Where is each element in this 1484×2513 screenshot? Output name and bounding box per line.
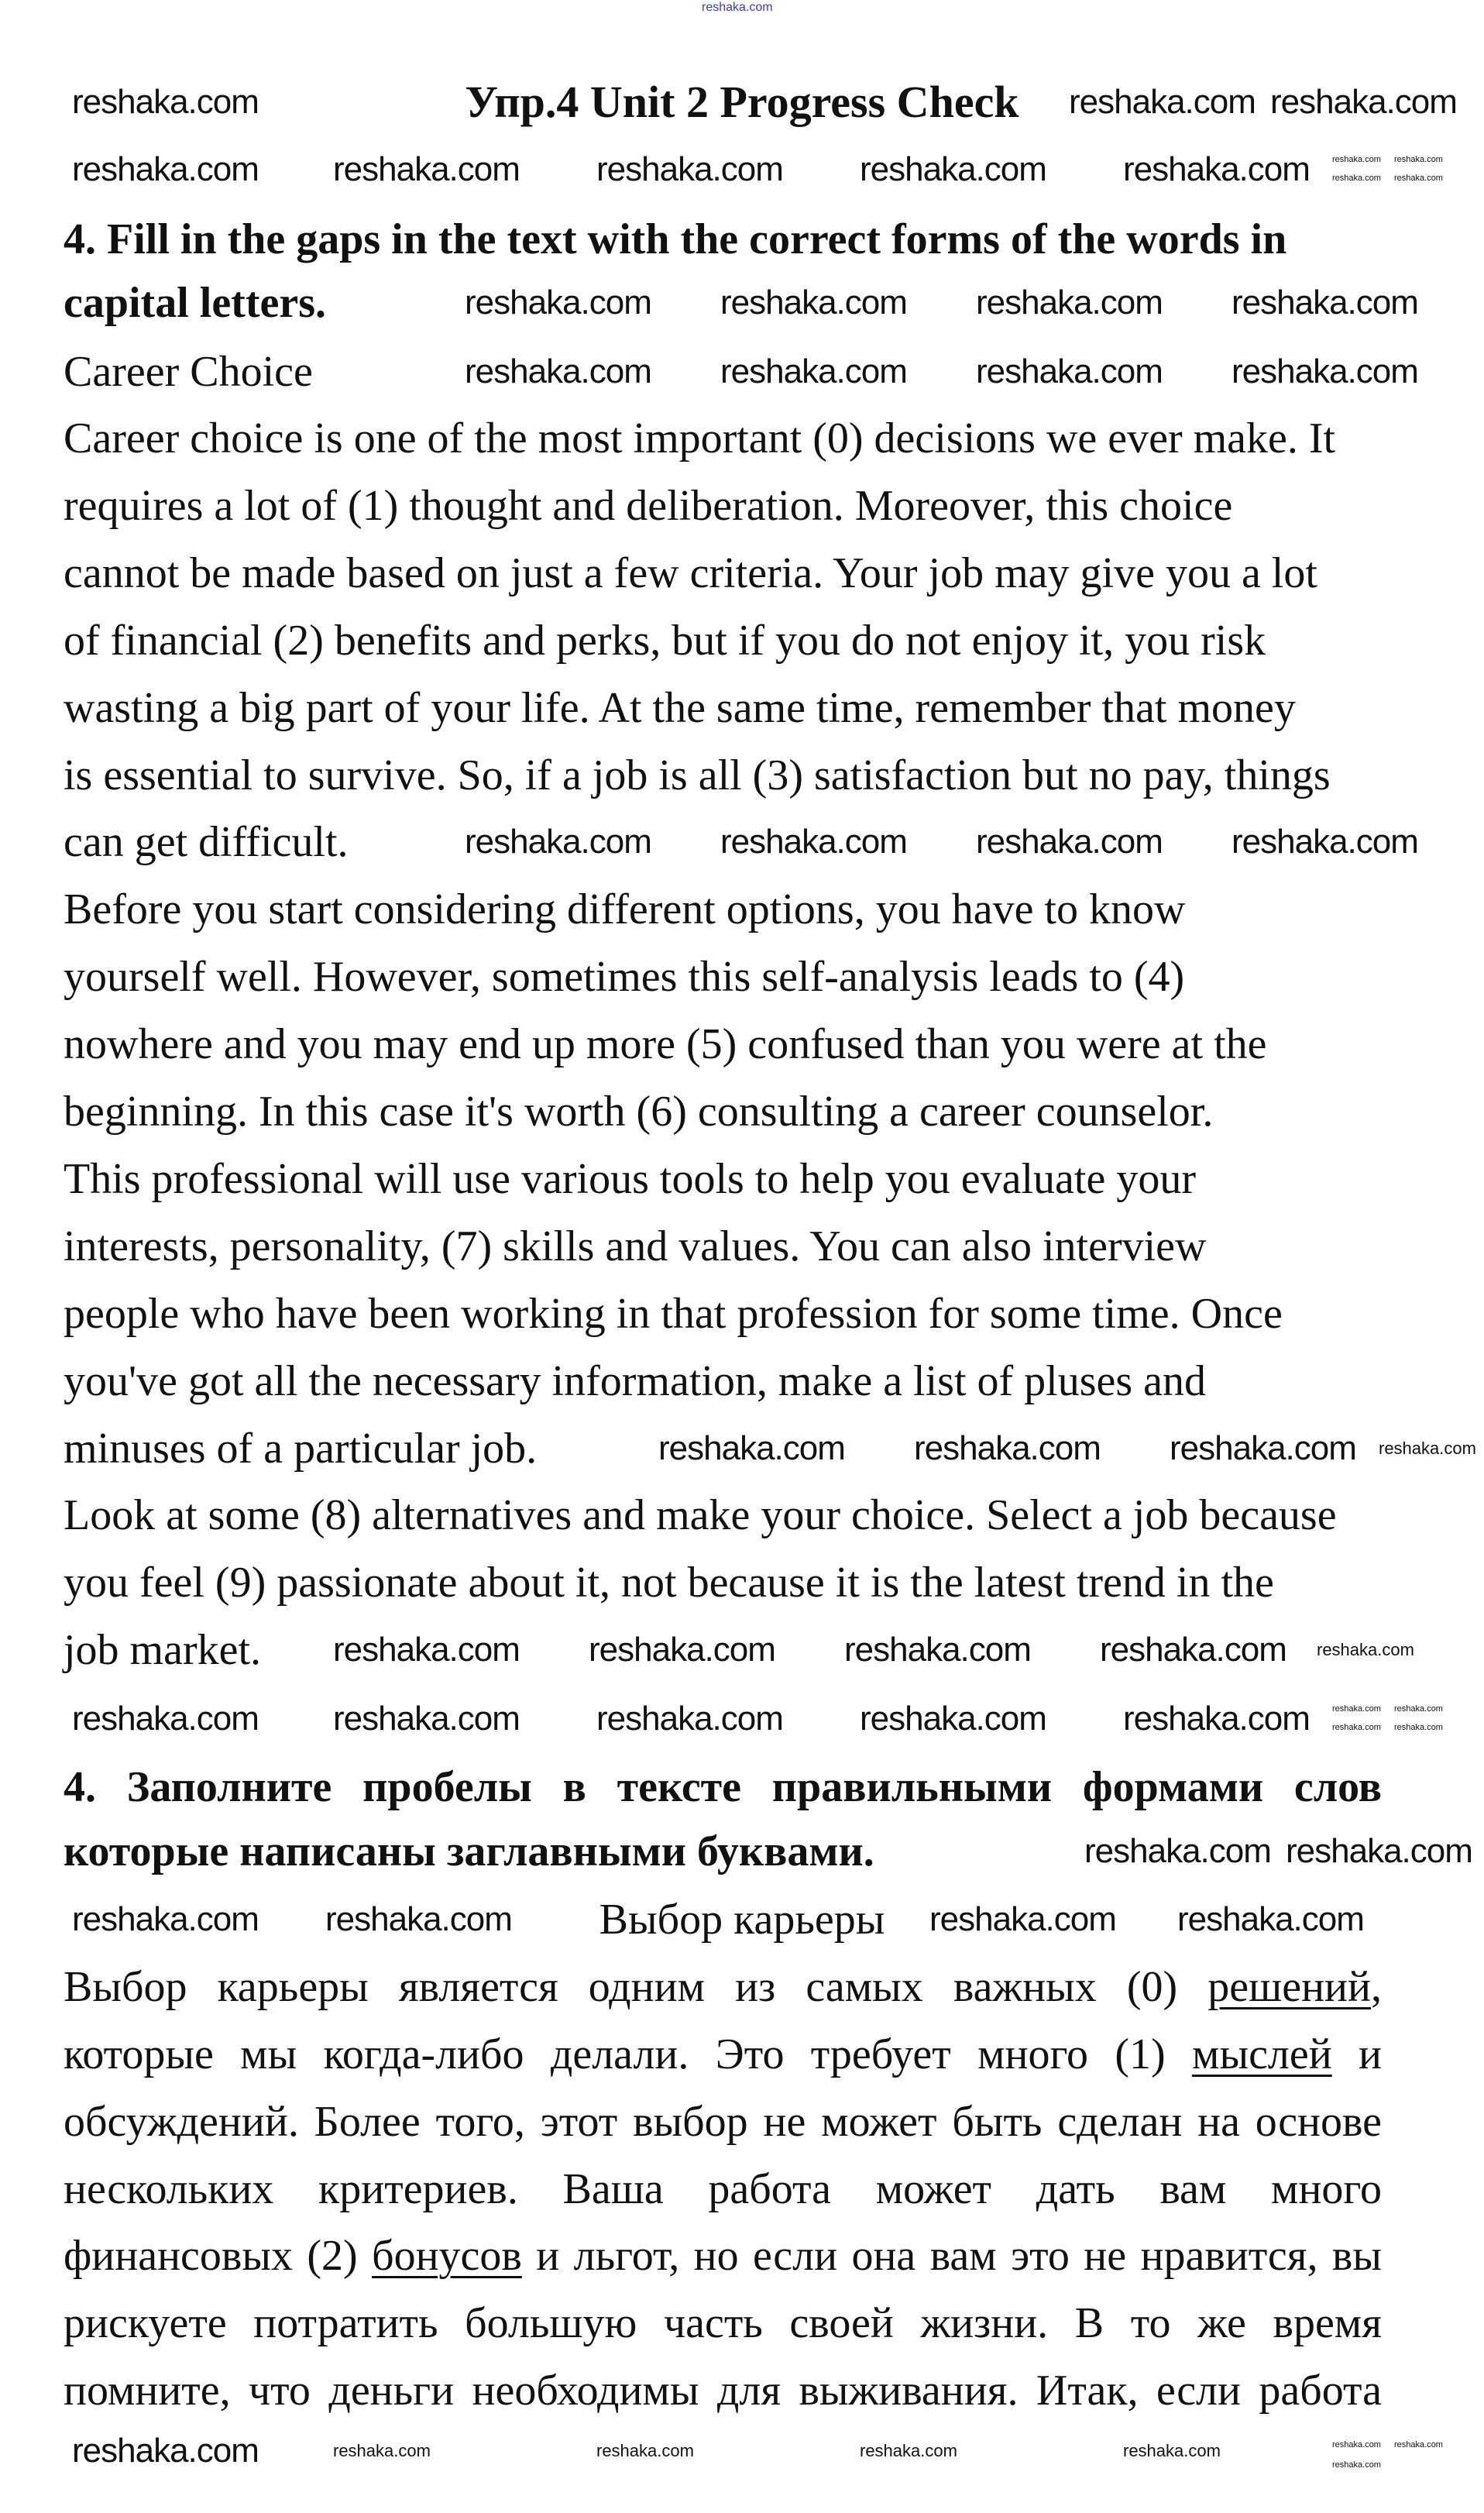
watermark: reshaka.com [1332, 155, 1381, 164]
watermark: reshaka.com [72, 2432, 259, 2470]
watermark: reshaka.com [720, 284, 907, 321]
answer-underlined: бонусов [372, 2232, 522, 2280]
watermark: reshaka.com [1394, 2440, 1443, 2449]
text-line: Before you start considering different options, you have to know [64, 885, 1186, 934]
text-line [64, 2231, 1382, 2281]
watermark: reshaka.com [929, 1900, 1116, 1938]
watermark: reshaka.com [1332, 174, 1381, 183]
watermark: reshaka.com [1394, 155, 1443, 164]
watermark: reshaka.com [1394, 174, 1443, 183]
text-line [64, 1962, 1382, 2012]
watermark: reshaka.com [1332, 1723, 1381, 1732]
text-line: обсуждений. Более того, этот выбор не может быть сделан на основе [64, 2098, 1382, 2146]
watermark: reshaka.com [1123, 2441, 1221, 2460]
watermark: reshaka.com [860, 1700, 1046, 1738]
text-line: job market. [64, 1626, 262, 1675]
watermark: reshaka.com [72, 150, 259, 188]
text-line: cannot be made based on just a few criteria. Your job may give you a lot [64, 548, 1317, 597]
answer-underlined: решений [1207, 1963, 1371, 2011]
text-line: you've got all the necessary information, make a list of pluses and [64, 1356, 1207, 1405]
watermark: reshaka.com [1270, 83, 1457, 121]
watermark: reshaka.com [465, 284, 651, 321]
watermark: reshaka.com [1232, 823, 1418, 861]
watermark: reshaka.com [596, 150, 783, 188]
heading-line: 4. Заполните пробелы в тексте правильными формами слов [64, 1763, 1382, 1811]
watermark: reshaka.com [720, 823, 907, 861]
watermark: reshaka.com [860, 150, 1046, 188]
watermark: reshaka.com [465, 352, 651, 390]
heading-line: capital letters. [64, 279, 326, 327]
text: финансовых (2) [64, 2232, 373, 2280]
text-line: you feel (9) passionate about it, not because it is the latest trend in the [64, 1559, 1274, 1607]
text: Выбор карьеры является одним из самых важных (0) [64, 1963, 1208, 2011]
text-line: This professional will use various tools to help you evaluate your [64, 1154, 1196, 1203]
text-line: Career choice is one of the most important (0) decisions we ever make. It [64, 414, 1336, 462]
text-line: is essential to survive. So, if a job is all (3) satisfaction but no pay, things [64, 751, 1331, 799]
text-line: interests, personality, (7) skills and values. You can also interview [64, 1222, 1207, 1270]
text-title-ru: Выбор карьеры [599, 1896, 885, 1944]
watermark: reshaka.com [1177, 1900, 1364, 1938]
watermark: reshaka.com [976, 823, 1163, 861]
watermark: reshaka.com [976, 352, 1163, 390]
text-title-en: Career Choice [64, 348, 313, 396]
text: , [1371, 1963, 1382, 2011]
watermark: reshaka.com [914, 1429, 1101, 1467]
watermark: reshaka.com [596, 2441, 694, 2460]
watermark: reshaka.com [333, 1631, 520, 1669]
watermark: reshaka.com [72, 1900, 259, 1938]
watermark: reshaka.com [1394, 1704, 1443, 1714]
text-line: people who have been working in that profession for some time. Once [64, 1289, 1283, 1338]
watermark: reshaka.com [333, 2441, 431, 2460]
watermark: reshaka.com [1232, 284, 1418, 321]
watermark: reshaka.com [1332, 2460, 1381, 2470]
watermark: reshaka.com [325, 1900, 512, 1938]
text-line: wasting a big part of your life. At the same time, remember that money [64, 683, 1296, 732]
watermark: reshaka.com [658, 1429, 845, 1467]
text-line: nowhere and you may end up more (5) confused than you were at the [64, 1020, 1267, 1069]
watermark: reshaka.com [72, 1700, 259, 1738]
watermark: reshaka.com [860, 2441, 957, 2460]
answer-underlined: мыслей [1192, 2030, 1332, 2078]
text-line: can get difficult. [64, 818, 349, 867]
text: и [1331, 2030, 1383, 2078]
watermark: reshaka.com [1379, 1439, 1476, 1458]
text-line: of financial (2) benefits and perks, but if you do not enjoy it, you risk [64, 616, 1266, 665]
watermark: reshaka.com [1232, 352, 1418, 390]
watermark: reshaka.com [844, 1631, 1031, 1669]
watermark: reshaka.com [1286, 1832, 1472, 1870]
text-line: requires a lot of (1) thought and deliberation. Moreover, this choice [64, 481, 1233, 530]
watermark: reshaka.com [589, 1631, 775, 1669]
page-title: Упр.4 Unit 2 Progress Check [465, 77, 1019, 127]
watermark: reshaka.com [1332, 1704, 1381, 1714]
watermark: reshaka.com [1332, 2440, 1381, 2449]
heading-line: 4. Fill in the gaps in the text with the correct forms of the words in [64, 215, 1287, 263]
watermark: reshaka.com [720, 352, 907, 390]
watermark: reshaka.com [1069, 83, 1256, 121]
heading-line: которые написаны заглавными буквами. [64, 1827, 874, 1875]
text: и льгот, но если она вам это не нравится, вы [521, 2232, 1382, 2280]
watermark: reshaka.com [72, 83, 259, 121]
watermark: reshaka.com [465, 823, 651, 861]
watermark: reshaka.com [702, 1, 773, 14]
watermark: reshaka.com [1100, 1631, 1286, 1669]
text-line: beginning. In this case it's worth (6) consulting a career counselor. [64, 1088, 1214, 1136]
watermark: reshaka.com [1123, 150, 1310, 188]
watermark: reshaka.com [1084, 1832, 1271, 1870]
text: которые мы когда-либо делали. Это требует много (1) [64, 2030, 1193, 2078]
text-line: помните, что деньги необходимы для выживания. Итак, если работа [64, 2367, 1382, 2415]
watermark: reshaka.com [333, 150, 520, 188]
text-line: рискуете потратить большую часть своей жизни. В то же время [64, 2299, 1382, 2347]
text-line: minuses of a particular job. [64, 1424, 538, 1473]
text-line [64, 2030, 1382, 2079]
watermark: reshaka.com [596, 1700, 783, 1738]
watermark: reshaka.com [976, 284, 1163, 321]
watermark: reshaka.com [333, 1700, 520, 1738]
text-line: yourself well. However, sometimes this self-analysis leads to (4) [64, 953, 1185, 1002]
watermark: reshaka.com [1170, 1429, 1356, 1467]
text-line: Look at some (8) alternatives and make your choice. Select a job because [64, 1491, 1337, 1540]
watermark: reshaka.com [1317, 1640, 1414, 1659]
watermark: reshaka.com [1123, 1700, 1310, 1738]
watermark: reshaka.com [1394, 1723, 1443, 1732]
text-line: нескольких критериев. Ваша работа может дать вам много [64, 2165, 1382, 2213]
